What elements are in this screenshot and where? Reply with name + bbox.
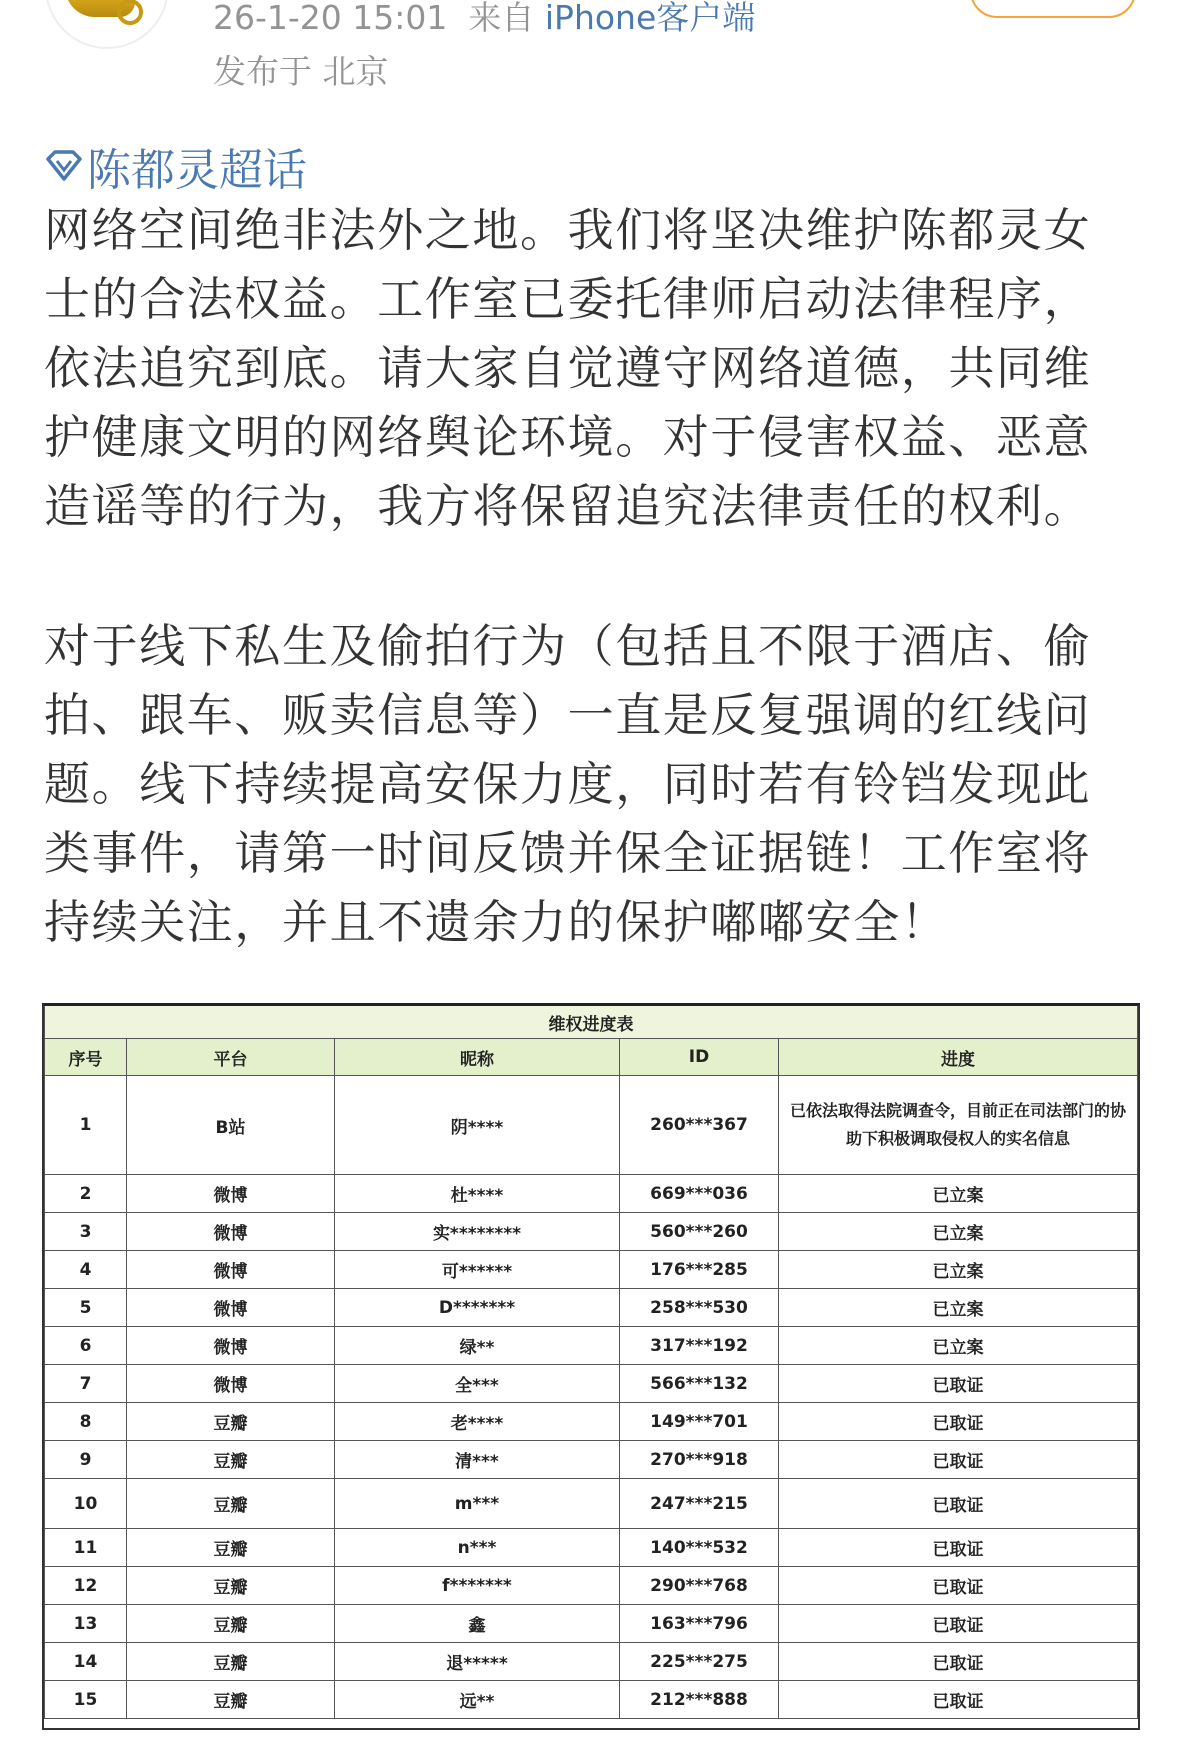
table-cell: 已取证: [779, 1529, 1138, 1567]
table-cell: 阴****: [335, 1076, 620, 1175]
table-cell: 已立案: [779, 1213, 1138, 1251]
table-cell: 微博: [127, 1327, 335, 1365]
table-cell: n***: [335, 1529, 620, 1567]
text-line: 类事件，请第一时间反馈并保全证据链！工作室将: [44, 826, 1092, 880]
table-cell: 实********: [335, 1213, 620, 1251]
table-cell: 豆瓣: [127, 1529, 335, 1567]
table-cell: 6: [45, 1327, 127, 1365]
table-cell: 豆瓣: [127, 1441, 335, 1479]
table-cell: 已立案: [779, 1175, 1138, 1213]
table-cell: 已立案: [779, 1251, 1138, 1289]
from-prefix: 来自: [468, 0, 535, 37]
table-row: [45, 1441, 1138, 1479]
table-cell: 14: [45, 1643, 127, 1681]
table-cell: 绿**: [335, 1327, 620, 1365]
text-line: 依法追究到底。请大家自觉遵守网络道德，共同维: [44, 341, 1092, 395]
topic-label: 陈都灵超话: [87, 145, 307, 196]
table-cell: 260***367: [620, 1076, 779, 1175]
table-row: [45, 1529, 1138, 1567]
table-cell: 微博: [127, 1175, 335, 1213]
text-line: 题。线下持续提高安保力度，同时若有铃铛发现此: [44, 757, 1092, 811]
post-paragraph-2: [44, 612, 1091, 957]
table-row: [45, 1681, 1138, 1719]
table-cell: 1: [45, 1076, 127, 1175]
table-cell: 已取证: [779, 1605, 1138, 1643]
table-cell: 已取证: [779, 1365, 1138, 1403]
table-cell: 13: [45, 1605, 127, 1643]
table-cell: 豆瓣: [127, 1403, 335, 1441]
text-line: 对于线下私生及偷拍行为（包括且不限于酒店、偷: [44, 619, 1092, 673]
diamond-icon: [45, 149, 83, 183]
table-cell: 微博: [127, 1251, 335, 1289]
table-row: [45, 1365, 1138, 1403]
source-link[interactable]: iPhone客户端: [544, 0, 756, 37]
table-cell: f*******: [335, 1567, 620, 1605]
table-cell: 豆瓣: [127, 1643, 335, 1681]
table-cell: 微博: [127, 1365, 335, 1403]
table-cell: 566***132: [620, 1365, 779, 1403]
text-line: 造谣等的行为，我方将保留追究法律责任的权利。: [44, 479, 1092, 533]
column-header: ID: [620, 1039, 779, 1076]
table-cell: 已取证: [779, 1643, 1138, 1681]
text-line: 网络空间绝非法外之地。我们将坚决维护陈都灵女: [44, 203, 1092, 257]
table-cell: 317***192: [620, 1327, 779, 1365]
table-cell: 杜****: [335, 1175, 620, 1213]
table-row: [45, 1175, 1138, 1213]
table-cell: 微博: [127, 1213, 335, 1251]
table-row: [45, 1479, 1138, 1529]
table-cell: 已立案: [779, 1289, 1138, 1327]
timestamp: 26-1-20 15:01: [213, 0, 448, 37]
table-cell: 远**: [335, 1681, 620, 1719]
column-header: 平台: [127, 1039, 335, 1076]
table-title: 维权进度表: [45, 1006, 1138, 1039]
table-cell: 7: [45, 1365, 127, 1403]
table-cell: 270***918: [620, 1441, 779, 1479]
table-cell: 可******: [335, 1251, 620, 1289]
table-cell: 163***796: [620, 1605, 779, 1643]
table-cell: 3: [45, 1213, 127, 1251]
table-cell: 5: [45, 1289, 127, 1327]
text-line: 拍、跟车、贩卖信息等）一直是反复强调的红线问: [44, 688, 1092, 742]
table-cell: 12: [45, 1567, 127, 1605]
table-row: [45, 1289, 1138, 1327]
table-cell: 290***768: [620, 1567, 779, 1605]
table-cell: 140***532: [620, 1529, 779, 1567]
avatar[interactable]: [45, 0, 169, 49]
table-row: [45, 1076, 1138, 1175]
column-header: 进度: [779, 1039, 1138, 1076]
table-cell: 247***215: [620, 1479, 779, 1529]
location: 发布于 北京: [213, 52, 389, 91]
column-header: 昵称: [335, 1039, 620, 1076]
table-cell: 已立案: [779, 1327, 1138, 1365]
table-cell: 10: [45, 1479, 127, 1529]
super-topic-link[interactable]: [45, 134, 307, 198]
table-cell: 11: [45, 1529, 127, 1567]
progress-table: [44, 1006, 1138, 1719]
table-cell: 669***036: [620, 1175, 779, 1213]
table-cell: 退*****: [335, 1643, 620, 1681]
table-row: [45, 1567, 1138, 1605]
table-row: [45, 1403, 1138, 1441]
table-cell: 225***275: [620, 1643, 779, 1681]
column-header: 序号: [45, 1039, 127, 1076]
table-cell: B站: [127, 1076, 335, 1175]
table-cell: 清***: [335, 1441, 620, 1479]
table-cell: 豆瓣: [127, 1681, 335, 1719]
text-line: 士的合法权益。工作室已委托律师启动法律程序，: [44, 272, 1092, 326]
table-cell: 豆瓣: [127, 1605, 335, 1643]
table-cell: 149***701: [620, 1403, 779, 1441]
table-cell: 8: [45, 1403, 127, 1441]
table-cell: 已取证: [779, 1403, 1138, 1441]
table-cell: 老****: [335, 1403, 620, 1441]
table-cell: 9: [45, 1441, 127, 1479]
table-cell: 豆瓣: [127, 1567, 335, 1605]
table-cell: 已取证: [779, 1479, 1138, 1529]
table-row: [45, 1327, 1138, 1365]
table-cell: 已取证: [779, 1441, 1138, 1479]
table-cell: 鑫: [335, 1605, 620, 1643]
table-cell: 已依法取得法院调查令，目前正在司法部门的协助下积极调取侵权人的实名信息: [779, 1076, 1138, 1175]
text-line: 护健康文明的网络舆论环境。对于侵害权益、恶意: [44, 410, 1092, 464]
post-paragraph-1: [44, 196, 1091, 541]
table-cell: 已取证: [779, 1681, 1138, 1719]
table-row: [45, 1213, 1138, 1251]
table-cell: 全***: [335, 1365, 620, 1403]
table-cell: 258***530: [620, 1289, 779, 1327]
follow-button[interactable]: [970, 0, 1136, 18]
table-row: [45, 1251, 1138, 1289]
table-cell: D*******: [335, 1289, 620, 1327]
table-cell: 已取证: [779, 1567, 1138, 1605]
table-row: [45, 1605, 1138, 1643]
table-cell: 2: [45, 1175, 127, 1213]
table-row: [45, 1643, 1138, 1681]
table-cell: 176***285: [620, 1251, 779, 1289]
post-image-table[interactable]: [42, 1003, 1140, 1730]
table-cell: 560***260: [620, 1213, 779, 1251]
post-meta: [213, 0, 755, 39]
text-line: 持续关注，并且不遗余力的保护嘟嘟安全！: [44, 895, 949, 949]
table-cell: 212***888: [620, 1681, 779, 1719]
table-cell: 微博: [127, 1289, 335, 1327]
table-cell: m***: [335, 1479, 620, 1529]
table-cell: 豆瓣: [127, 1479, 335, 1529]
table-cell: 4: [45, 1251, 127, 1289]
megaphone-handle: [117, 0, 143, 25]
table-cell: 15: [45, 1681, 127, 1719]
